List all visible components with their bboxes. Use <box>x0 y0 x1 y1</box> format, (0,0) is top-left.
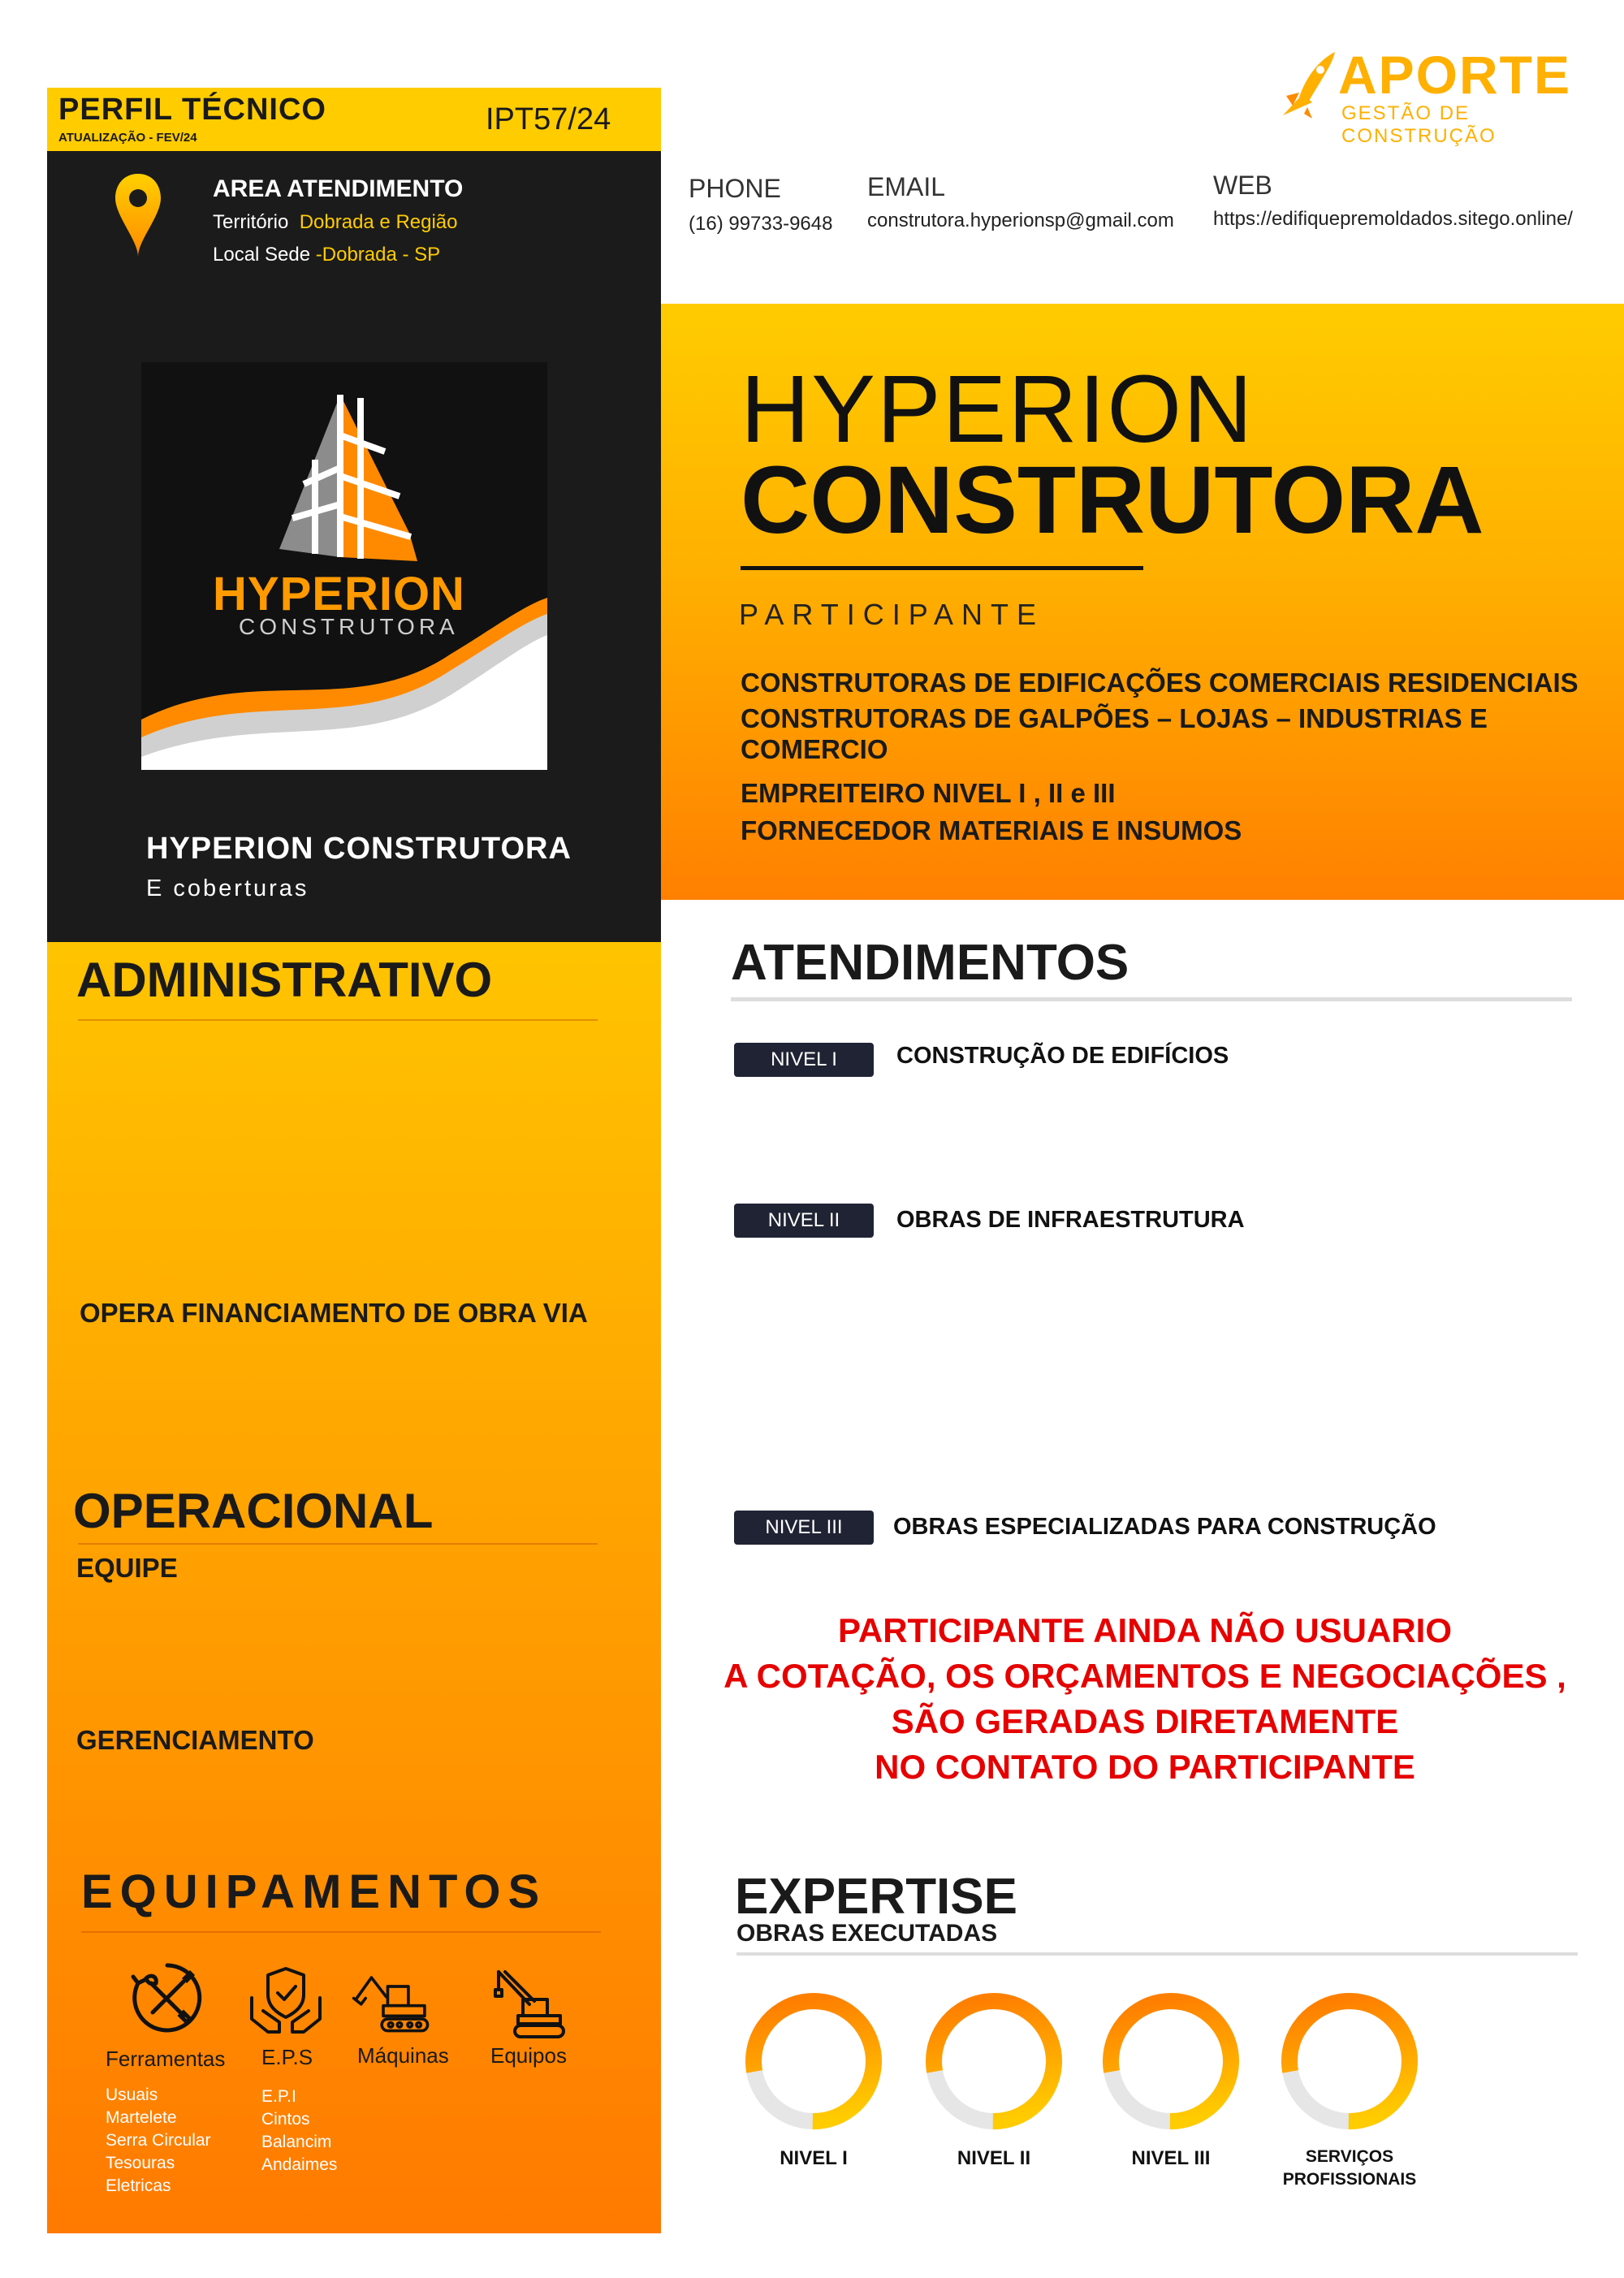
sede-value: -Dobrada - SP <box>315 244 441 266</box>
eq-list-ferramentas <box>106 2084 211 2198</box>
profile-code: IPT57/24 <box>486 102 611 136</box>
notice-line-4: NO CONTATO DO PARTICIPANTE <box>875 1748 1415 1786</box>
expertise-ring-3 <box>1096 1986 1246 2136</box>
ring-label-1: NIVEL I <box>780 2147 848 2169</box>
eq-label-ferramentas: Ferramentas <box>106 2047 226 2071</box>
list-item: Usuais <box>106 2086 158 2104</box>
ring-label-4-line2: PROFISSIONAIS <box>1282 2170 1417 2189</box>
nivel-badge-1: NIVEL I <box>734 1043 874 1077</box>
company-subtitle: E coberturas <box>146 875 309 901</box>
logo-sub: CONSTRUTORA <box>239 614 459 639</box>
ring-label-4 <box>1250 2146 1449 2191</box>
administrativo-divider <box>78 1019 598 1021</box>
ring-progress-arc <box>1280 1991 1419 2130</box>
hero-desc-1: CONSTRUTORAS DE EDIFICAÇÕES COMERCIAIS RESIDENCIAIS <box>741 668 1579 698</box>
eq-label-eps: E.P.S <box>261 2045 313 2069</box>
expertise-subtitle: OBRAS EXECUTADAS <box>736 1920 998 1947</box>
list-item: Tesouras <box>106 2154 175 2172</box>
email-label: EMAIL <box>867 172 946 201</box>
operacional-equipe: EQUIPE <box>76 1553 178 1583</box>
nivel-text-2: OBRAS DE INFRAESTRUTURA <box>896 1207 1245 1233</box>
web-label: WEB <box>1213 171 1272 200</box>
operacional-divider <box>78 1543 598 1545</box>
tools-icon <box>127 1959 208 2037</box>
nivel-badge-2: NIVEL II <box>734 1204 874 1238</box>
company-logo <box>141 362 547 770</box>
territorio-label: Território <box>213 211 289 233</box>
equipamentos-title: EQUIPAMENTOS <box>81 1865 547 1918</box>
atendimentos-divider <box>731 997 1572 1001</box>
territorio-value: Dobrada e Região <box>299 211 458 233</box>
logo-name: HYPERION <box>213 568 465 620</box>
list-item: E.P.I <box>261 2087 296 2106</box>
participante-label: PARTICIPANTE <box>739 598 1045 631</box>
nivel-text-3: OBRAS ESPECIALIZADAS PARA CONSTRUÇÃO <box>893 1514 1436 1540</box>
location-pin-icon <box>114 172 162 262</box>
ring-progress-arc <box>744 1991 883 2130</box>
list-item: Serra Circular <box>106 2131 211 2150</box>
aporte-logo <box>1275 45 1580 147</box>
eq-list-eps <box>261 2086 337 2176</box>
list-item: Martelete <box>106 2108 177 2127</box>
ring-progress-arc <box>1101 1991 1240 2130</box>
hero-desc-3: EMPREITEIRO NIVEL I , II e III <box>741 778 1116 808</box>
sede-line <box>213 244 440 266</box>
administrativo-text: OPERA FINANCIAMENTO DE OBRA VIA <box>80 1298 588 1328</box>
shield-hands-icon <box>245 1962 326 2040</box>
notice-line-3: SÃO GERADAS DIRETAMENTE <box>891 1702 1399 1740</box>
web-value[interactable]: https://edifiquepremoldados.sitego.online/ <box>1213 208 1573 230</box>
expertise-ring-1 <box>739 1986 888 2136</box>
equipamentos-divider <box>81 1931 601 1933</box>
hero-desc-2: CONSTRUTORAS DE GALPÕES – LOJAS – INDUSTRIAS E COMERCIO <box>741 703 1488 764</box>
hero-desc-4: FORNECEDOR MATERIAIS E INSUMOS <box>741 815 1242 845</box>
list-item: Andaimes <box>261 2155 338 2174</box>
phone-label: PHONE <box>689 174 781 203</box>
hero-title-line2: CONSTRUTORA <box>741 447 1484 554</box>
nivel-badge-3: NIVEL III <box>734 1511 874 1545</box>
update-date: ATUALIZAÇÃO - FEV/24 <box>58 131 197 145</box>
email-value[interactable]: construtora.hyperionsp@gmail.com <box>867 210 1174 231</box>
territorio-line <box>213 211 458 234</box>
area-title: AREA ATENDIMENTO <box>213 175 464 202</box>
excavator-icon <box>351 1964 432 2042</box>
administrativo-title: ADMINISTRATIVO <box>76 953 493 1007</box>
expertise-ring-4 <box>1275 1986 1424 2136</box>
expertise-ring-2 <box>919 1986 1069 2136</box>
aporte-tagline: GESTÃO DE CONSTRUÇÃO <box>1341 102 1497 147</box>
list-item: Balancim <box>261 2133 332 2151</box>
atendimentos-title: ATENDIMENTOS <box>731 935 1129 991</box>
company-name: HYPERION CONSTRUTORA <box>146 832 572 866</box>
nivel-text-1: CONSTRUÇÃO DE EDIFÍCIOS <box>896 1043 1229 1069</box>
hero-divider <box>741 566 1143 570</box>
crane-icon <box>490 1964 572 2042</box>
profile-title: PERFIL TÉCNICO <box>58 93 326 127</box>
ring-label-3: NIVEL III <box>1131 2147 1211 2169</box>
expertise-divider <box>736 1952 1578 1956</box>
notice-line-1: PARTICIPANTE AINDA NÃO USUARIO <box>838 1611 1452 1649</box>
ring-label-4-line1: SERVIÇOS <box>1305 2147 1394 2166</box>
building-logo-graphic <box>141 362 547 770</box>
expertise-title: EXPERTISE <box>735 1869 1017 1925</box>
aporte-name: APORTE <box>1338 45 1572 105</box>
list-item: Eletricas <box>106 2176 171 2195</box>
hero-title-line1: HYPERION <box>741 356 1255 463</box>
notice-line-2: A COTAÇÃO, OS ORÇAMENTOS E NEGOCIAÇÕES , <box>723 1657 1566 1695</box>
eq-label-maquinas: Máquinas <box>357 2043 449 2068</box>
eq-label-equipos: Equipos <box>490 2043 567 2068</box>
sede-label: Local Sede <box>213 244 311 266</box>
operacional-title: OPERACIONAL <box>73 1484 434 1538</box>
operacional-gerenciamento: GERENCIAMENTO <box>76 1725 314 1755</box>
rocket-icon <box>1275 45 1338 127</box>
phone-value[interactable]: (16) 99733-9648 <box>689 213 833 235</box>
list-item: Cintos <box>261 2110 310 2129</box>
ring-progress-arc <box>924 1991 1063 2130</box>
ring-label-2: NIVEL II <box>957 2147 1031 2169</box>
